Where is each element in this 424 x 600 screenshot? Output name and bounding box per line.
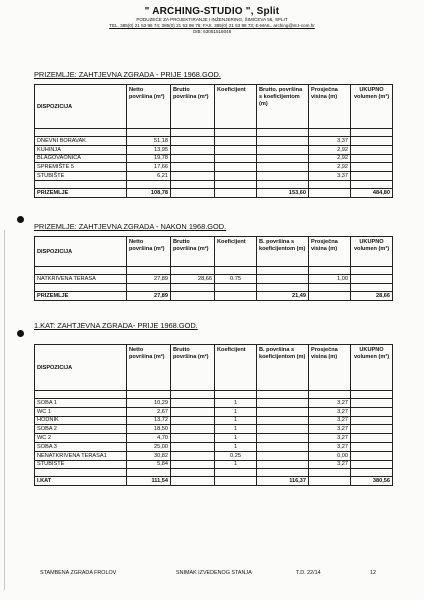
total-cell: 111,54 [127, 477, 171, 486]
table-cell [215, 137, 257, 146]
table-cell [351, 460, 393, 469]
section-title: PRIZEMLJE: ZAHTJEVNA ZGRADA - PRIJE 1968.GOD. [34, 70, 221, 79]
column-header: UKUPNO volumen (m³) [351, 345, 393, 391]
total-cell: 484,80 [351, 188, 393, 197]
table-row [35, 145, 393, 154]
table-cell [257, 275, 309, 284]
table-cell [171, 425, 215, 434]
column-header: Prosječna visina (m) [309, 85, 351, 129]
column-header: Koeficijent [215, 85, 257, 129]
table-cell [257, 425, 309, 434]
table-cell: 3,37 [309, 137, 351, 146]
punch-hole [17, 216, 24, 223]
table-cell: 51,18 [127, 137, 171, 146]
area-table [34, 84, 393, 198]
total-cell: PRIZEMLJE [35, 188, 127, 197]
column-header: Koeficijent [215, 345, 257, 391]
table-cell [351, 154, 393, 163]
column-header: Koeficijent [215, 237, 257, 267]
spacer-row [35, 391, 393, 399]
area-table [34, 344, 393, 486]
table-cell: SOBA 1 [35, 399, 127, 408]
table-cell [171, 416, 215, 425]
table-cell [351, 416, 393, 425]
table-cell: 3,27 [309, 416, 351, 425]
footer-project: STAMBENA ZGRADA FROLOV [40, 570, 117, 576]
table-cell: SOBA 3 [35, 442, 127, 451]
column-header: Prosječna visina (m) [309, 237, 351, 267]
table-cell: STUBIŠTE [35, 460, 127, 469]
table-cell [215, 163, 257, 172]
column-header: Brutto površina (m²) [171, 237, 215, 267]
company-name: " ARCHING-STUDIO ", Split [144, 6, 280, 17]
table-cell: WC 1 [35, 407, 127, 416]
table-cell [257, 154, 309, 163]
table-cell [171, 399, 215, 408]
table-cell: 2,92 [309, 154, 351, 163]
column-header: DISPOZICIJA [35, 237, 127, 267]
table-cell [257, 451, 309, 460]
total-cell [309, 477, 351, 486]
table-cell: SPREMIŠTE 5 [35, 163, 127, 172]
table-cell: 2,92 [309, 163, 351, 172]
table-cell [351, 451, 393, 460]
page-edge-shadow [4, 230, 5, 590]
table-cell [351, 407, 393, 416]
company-oib: OIB: 63051518045 [192, 29, 232, 34]
table-cell [257, 163, 309, 172]
column-header: B. površina s koeficijentom (m) [257, 237, 309, 267]
table-cell [351, 442, 393, 451]
table-cell: 0,00 [309, 451, 351, 460]
spacer-row [35, 469, 393, 477]
column-header: UKUPNO volumen (m³) [351, 237, 393, 267]
table-cell: 3,27 [309, 425, 351, 434]
table-cell: BLAGOVAONICA [35, 154, 127, 163]
spacer-row [35, 283, 393, 291]
table-row [35, 399, 393, 408]
footer-document-type: SNIMAK IZVEDENOG STANJA [176, 570, 252, 576]
spacer-row [35, 267, 393, 275]
column-header: DISPOZICIJA [35, 85, 127, 129]
total-cell [309, 291, 351, 300]
table-cell [351, 275, 393, 284]
table-cell [351, 172, 393, 181]
table-cell [171, 172, 215, 181]
total-cell [171, 188, 215, 197]
table-cell: 30,82 [127, 451, 171, 460]
total-cell [171, 477, 215, 486]
table-cell [171, 451, 215, 460]
table-cell: 0.75 [215, 275, 257, 284]
table-cell [171, 137, 215, 146]
table-cell [257, 416, 309, 425]
table-cell [257, 137, 309, 146]
table-cell: 6,21 [127, 172, 171, 181]
table-cell: 3,27 [309, 407, 351, 416]
table-cell: 1 [215, 434, 257, 443]
total-cell: 28,66 [351, 291, 393, 300]
table-cell [257, 460, 309, 469]
table-cell: 2,67 [127, 407, 171, 416]
spacer-row [35, 129, 393, 137]
table-cell [257, 442, 309, 451]
table-cell: 28,66 [171, 275, 215, 284]
table-cell: 0.25 [215, 451, 257, 460]
table-header-row [35, 85, 393, 129]
table-row [35, 407, 393, 416]
total-cell [215, 188, 257, 197]
table-cell: STUBIŠTE [35, 172, 127, 181]
footer-code: T.D. 22/14 [296, 570, 321, 576]
column-header: Netto površina (m²) [127, 85, 171, 129]
table-cell: KUHINJA [35, 145, 127, 154]
table-cell: 13,95 [127, 145, 171, 154]
table-row [35, 172, 393, 181]
table-cell: 25,00 [127, 442, 171, 451]
column-header: Brutto površina (m²) [171, 345, 215, 391]
table-cell: 10,29 [127, 399, 171, 408]
table-cell [257, 434, 309, 443]
column-header: UKUPNO volumen (m³) [351, 85, 393, 129]
letterhead [0, 6, 424, 35]
table-cell: NENATKRIVENA TERASA1 [35, 451, 127, 460]
table-cell [171, 407, 215, 416]
table-cell [351, 425, 393, 434]
total-cell [171, 291, 215, 300]
total-cell [215, 291, 257, 300]
table-cell: 3,37 [309, 172, 351, 181]
table-cell [171, 163, 215, 172]
table-cell: 3,27 [309, 434, 351, 443]
total-cell: 380,56 [351, 477, 393, 486]
table-cell [351, 399, 393, 408]
table-cell: 1 [215, 407, 257, 416]
table-row [35, 434, 393, 443]
table-row [35, 137, 393, 146]
table-cell: 4,70 [127, 434, 171, 443]
table-cell [215, 154, 257, 163]
table-cell: 17,66 [127, 163, 171, 172]
column-header: DISPOZICIJA [35, 345, 127, 391]
table-cell: 5,84 [127, 460, 171, 469]
table-row [35, 275, 393, 284]
spacer-row [35, 180, 393, 188]
table-cell [351, 145, 393, 154]
table-cell: 1 [215, 442, 257, 451]
table-cell: SOBA 2 [35, 425, 127, 434]
table-cell: 1 [215, 425, 257, 434]
table-row [35, 442, 393, 451]
table-cell [171, 442, 215, 451]
total-cell: PRIZEMLJE [35, 291, 127, 300]
table-cell [171, 434, 215, 443]
total-cell: 108,78 [127, 188, 171, 197]
table-cell [215, 172, 257, 181]
table-row [35, 154, 393, 163]
table-row [35, 460, 393, 469]
column-header: Brutto. površina s koeficijentom (m) [257, 85, 309, 129]
table-header-row [35, 237, 393, 267]
total-cell [309, 188, 351, 197]
table-cell [257, 172, 309, 181]
table-cell [171, 145, 215, 154]
total-row [35, 291, 393, 300]
column-header: Netto površina (m²) [127, 237, 171, 267]
table-cell [257, 399, 309, 408]
table-cell: HODNIK [35, 416, 127, 425]
total-cell: 27,89 [127, 291, 171, 300]
punch-hole [17, 330, 24, 337]
table-cell: 1 [215, 399, 257, 408]
total-row [35, 477, 393, 486]
total-cell: 153,60 [257, 188, 309, 197]
table-cell: DNEVNI BORAVAK [35, 137, 127, 146]
total-cell: 116,37 [257, 477, 309, 486]
table-row [35, 416, 393, 425]
table-cell [257, 407, 309, 416]
table-cell [171, 460, 215, 469]
company-description: PODUZEĆE ZA PROJEKTIRANJE I INŽENJERING, ŠIMIĆEVA 56, SPLIT [136, 17, 288, 22]
table-header-row [35, 345, 393, 391]
table-cell [171, 154, 215, 163]
column-header: B. površina s koeficijentom (m) [257, 345, 309, 391]
table-cell: WC 2 [35, 434, 127, 443]
total-row [35, 188, 393, 197]
table-cell [351, 434, 393, 443]
table-row [35, 163, 393, 172]
table-cell: 3,27 [309, 442, 351, 451]
section-title: 1.KAT: ZAHTJEVNA ZGRADA- PRIJE 1968.GOD. [34, 321, 198, 330]
table-cell [351, 137, 393, 146]
total-cell: 21,49 [257, 291, 309, 300]
table-cell: 3,27 [309, 460, 351, 469]
table-cell: 3,27 [309, 399, 351, 408]
table-cell: 19,78 [127, 154, 171, 163]
table-row [35, 451, 393, 460]
table-cell [351, 163, 393, 172]
column-header: Netto površina (m²) [127, 345, 171, 391]
table-cell: NATKRIVENA TERASA [35, 275, 127, 284]
table-cell [215, 145, 257, 154]
table-cell: 2,92 [309, 145, 351, 154]
table-cell: 27,89 [127, 275, 171, 284]
table-row [35, 425, 393, 434]
total-cell: I.KAT [35, 477, 127, 486]
table-cell: 18,50 [127, 425, 171, 434]
column-header: Brutto površina (m²) [171, 85, 215, 129]
total-cell [215, 477, 257, 486]
table-cell: 1 [215, 460, 257, 469]
footer-page-number: 12 [370, 570, 376, 576]
company-contacts: TEL. 385(0) 21 53 96 74; 385(0) 21 53 98 76; FAX. 385(0) 21 53 98 73; E-MAIL. arching@st.t-com.hr [109, 23, 315, 28]
table-cell [257, 145, 309, 154]
table-cell: 13,72 [127, 416, 171, 425]
table-cell: 1,00 [309, 275, 351, 284]
column-header: Prosječna visina (m) [309, 345, 351, 391]
area-table [34, 236, 393, 301]
section-title: PRIZEMLJE: ZAHTJEVNA ZGRADA - NAKON 1968.GOD. [34, 222, 227, 231]
table-cell: 1 [215, 416, 257, 425]
